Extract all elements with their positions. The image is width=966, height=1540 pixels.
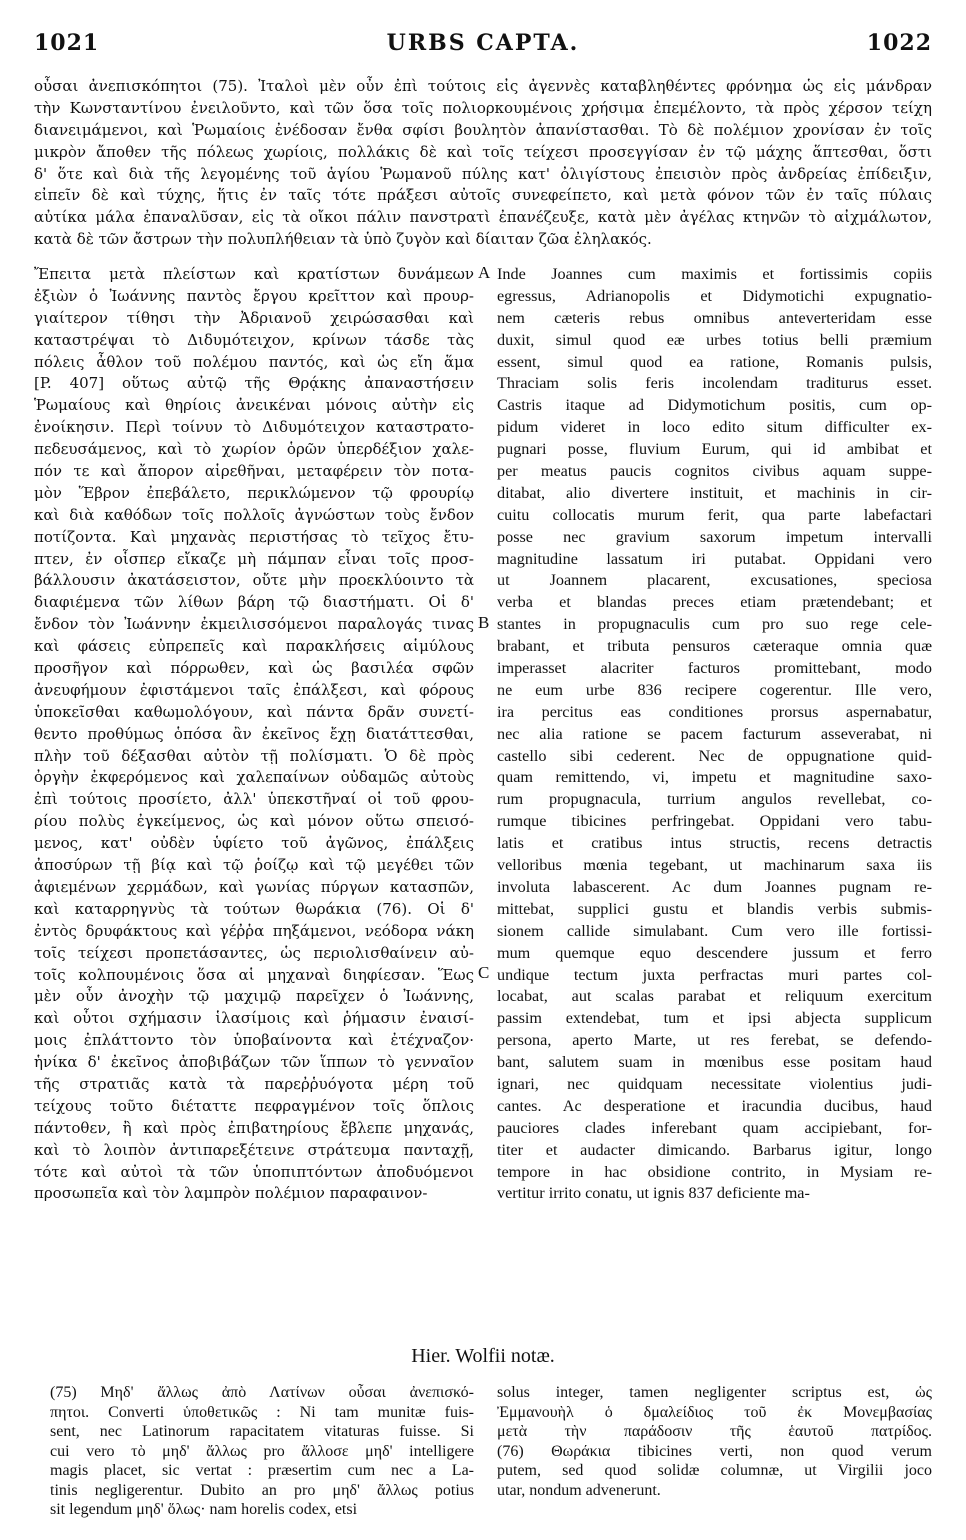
text-line: εἰπεῖν δὲ καὶ τύχης, ἥτις ἐν ταῖς τότε πράξεσι αὐτοῖς συνεφείπετο, καὶ μετὰ φόνον τῶν ἐν ταῖς πύλαις xyxy=(34,186,932,205)
note-line: πητοι. Converti ὑποθετικῶς : Ni tam munitæ fuis- xyxy=(50,1403,474,1421)
greek-line: πτεν, ἐν οἷσπερ εἴκαζε μὴ πάμπαν εἶναι τοῖς προσ- xyxy=(34,549,474,568)
greek-line: ἐπὶ τούτοις προσίετο, ἀλλ' ὑπεκστῆναί οἱ τοῦ φρου- xyxy=(34,790,474,809)
latin-line: egressus, Adrianopolis et Didymotichi expugnatio- xyxy=(497,286,932,305)
latin-line: stantes in propugnaculis cum pro suo rege cele- xyxy=(497,615,932,634)
greek-line: ὀργὴν ἐκφερόμενος καὶ χαλεπαίνων οὐδαμῶς αὐτοὺς xyxy=(34,768,474,787)
greek-line: ἡνίκα δ' ἐκεῖνος ἀποβιβάζων τῶν ἵππων τὸ γενναῖον xyxy=(34,1053,474,1072)
greek-line: τοῖς κολπουμένοις ὅσα αἱ μηχαναὶ διηφίεσαν. Ἕως xyxy=(34,965,474,984)
latin-line: rum propugnacula, turrium angulos revellebat, co- xyxy=(497,790,932,809)
greek-line: ἀνευφήμουν ἐφιστάμενοι ταῖς ἐπάλξεσι, καὶ φόρους xyxy=(34,680,474,699)
note-line: (76) Θωράκια tibicines verti, non quod verum xyxy=(497,1442,932,1460)
greek-line: ἐνοίκησιν. Περὶ τοίνυν τὸ Διδυμότειχον καταστρατο- xyxy=(34,418,474,437)
note-line: putem, sed quod solidæ columnæ, ut Virgilii joco xyxy=(497,1462,932,1479)
latin-line: nec alia ratione se pacem facturum asseverabat, ni xyxy=(497,724,932,743)
greek-line: ἀφιεμένων χερμάδων, καὶ γωνίας πύργων κατασπῶν, xyxy=(34,877,474,896)
latin-line: ignari, nec quidquam necessitate violentius judi- xyxy=(497,1074,932,1093)
latin-line: cantes. Ac desperatione et iracundia ducibus, haud xyxy=(497,1096,932,1115)
latin-line: Inde Joannes cum maximis et fortissimis copiis xyxy=(497,265,932,283)
note-line: Ἐμμανουὴλ ὁ δμαλείδιος τοῦ ἐκ Μονεμβασίας xyxy=(497,1403,932,1421)
margin-letter-c: C xyxy=(478,963,490,982)
note-line: cui vero τὸ μηδ' ἄλλως pro ἄλλοσε μηδ' intelligere xyxy=(50,1442,474,1460)
latin-line: duxit, simul quod eæ urbes totius belli præmium xyxy=(497,330,932,349)
greek-line: καταστρέψαι τὸ Διδυμότειχον, κρίνων τάσδε τὰς xyxy=(34,330,474,349)
note-line: tinis negligerentur. Dubito an pro μηδ' ἄλλως potius xyxy=(50,1481,474,1499)
latin-line: magnitudine lassatum iri putabat. Oppidani vero xyxy=(497,549,932,568)
latin-line: tempore in hac obsidione contrito, in Mysiam re- xyxy=(497,1162,932,1181)
greek-line: ἐξιὼν ὁ Ἰωάννης παντὸς ἔργου κρεῖττον καὶ προυρ- xyxy=(34,286,474,305)
greek-line: βάλλουσιν ἀκατάσειστον, οὔτε μὴν προεκλύοιντο τὰ xyxy=(34,571,474,590)
greek-line: τῆς στρατιᾶς κατὰ τὰ παρεῤῥυόγοτα μέρη τοῦ xyxy=(34,1074,474,1093)
latin-line: cuitu collocatis murum ferit, qua parte labefactari xyxy=(497,505,932,524)
page-number-left: 1021 xyxy=(34,30,100,56)
greek-line: πάντοθεν, ἢ καὶ πρὸς ἐπιβατηρίους ἔβλεπε μηχανάς, xyxy=(34,1118,474,1137)
latin-line: involuta labascerent. Ac dum Joannes pugnam re- xyxy=(497,877,932,896)
latin-line: brabant, et tributa pensuros cæteraque omnia quæ xyxy=(497,637,932,656)
text-line: αὐτίκα μάλα ἐπαναλῦσαν, εἰς τὰ οἴκοι πάλιν πανστρατὶ ἐπανέζευξε, κατὰ μὲν ἀγέλας κτηνῶν τὸ αἰχμάλωτον, xyxy=(34,208,932,227)
greek-line: γιαίτερον τίθησι τὴν Ἀδριανοῦ χειρώσασθαι καὶ xyxy=(34,308,474,327)
latin-line: vertitur irrito conatu, ut ignis 837 deficiente ma- xyxy=(497,1184,810,1203)
greek-line: πόλεις ἆθλον τοῦ πολέμου παντός, καὶ ὡς εἴη ἅμα xyxy=(34,352,474,371)
greek-line: πόν τε καὶ ἄπορον αἱρεθῆναι, μεταφέρειν τὸν ποτα- xyxy=(34,462,474,481)
text-line: δ' ὅτε καὶ διὰ τῆς λεγομένης τοῦ ἁγίου Ῥωμανοῦ πύλης κατ' ὀλιγίστους ἐπεισιὸν πρὸς ἀνδρείας ἐπίδειξιν, xyxy=(34,164,932,183)
latin-column xyxy=(497,264,932,1205)
greek-line: καὶ οὗτοι σχήμασιν ἱλασίμοις καὶ ῥήμασιν ἐναισί- xyxy=(34,1009,474,1028)
greek-line: μὸν Ἕβρον ἐπεβάλετο, περικλώμενον τῷ φρουρίῳ xyxy=(34,483,474,502)
greek-line: μενος, κατ' οὐδὲν ὑφίετο τοῦ ἀγῶνος, ἐπάλξεις xyxy=(34,834,474,853)
page-number-right: 1022 xyxy=(866,30,932,56)
latin-line: nem cæteris rebus omnibus anteverteridam esse xyxy=(497,308,932,327)
latin-line: latis et cratibus intus structis, recens detractis xyxy=(497,834,932,853)
latin-line: ne eum urbe 836 recipere cogerentur. Ille vero, xyxy=(497,680,932,699)
greek-line: ρίου πολὺς ἐγκείμενος, ὡς καὶ μόνον οὕτω σπεισό- xyxy=(34,812,474,831)
greek-line: [P. 407] οὕτως αὐτῷ τῆς Θρᾴκης ἀπαναστήσειν xyxy=(34,374,474,393)
latin-line: locabat, aut scalas parabat et reliquum exercitum xyxy=(497,987,932,1006)
latin-line: verba et blandas preces etiam prætendebant; et xyxy=(497,593,932,612)
latin-line: Thraciam solis feris incolendam traditurus esset. xyxy=(497,374,932,393)
note-line: (75) Μηδ' ἄλλως ἀπὸ Λατίνων οὖσαι ἀνεπισκό- xyxy=(50,1384,474,1401)
latin-line: quam remittendo, vi, impetu et magnitudine saxo- xyxy=(497,768,932,787)
latin-line: bant, salutem suam in mœnibus esse positam haud xyxy=(497,1053,932,1072)
latin-line: pugnari posse, fluvium Eurum, qui id ambibat et xyxy=(497,440,932,459)
latin-line: castello sibi cederent. Nec de oppugnatione quid- xyxy=(497,746,932,765)
latin-line: Castris itaque ad Didymotichum positis, cum op- xyxy=(497,396,932,415)
notes-heading: Hier. Wolfii notæ. xyxy=(411,1345,555,1367)
latin-line: ditabat, alio divertere instituit, et machinis in cir- xyxy=(497,483,932,502)
margin-letter-b: B xyxy=(478,613,490,632)
greek-line: προσωπεῖα καὶ τὸν λαμπρὸν πολέμιον παραφαινον- xyxy=(34,1184,428,1203)
latin-line: ira percitus eas conditiones prorsus aspernabatur, xyxy=(497,702,932,721)
greek-line: ὑποκεῖσθαι καθωμολόγουν, καὶ πάντα δρᾶν συνετί- xyxy=(34,702,474,721)
greek-line: ἀποσύρων τῇ βίᾳ καὶ τῷ ῥοίζῳ καὶ τῷ μεγέθει τῶν xyxy=(34,856,474,875)
greek-line: καὶ φάσεις εὐπρεπεῖς καὶ παρακλήσεις αἱμύλους xyxy=(34,637,474,656)
running-header xyxy=(34,30,932,64)
greek-line: πεδευσάμενος, καὶ τὸ χωρίον ὁρῶν ὑπερδέξιον χαλε- xyxy=(34,440,474,459)
greek-line: ἐντὸς δρυφάκτους καὶ γέῤῥα πηξάμενοι, νεόδορα νάκη xyxy=(34,921,474,940)
latin-line: passim extendebat, tum et ipsi abjecta supplicum xyxy=(497,1009,932,1028)
greek-line: Ἔπειτα μετὰ πλείστων καὶ κρατίστων δυνάμεων xyxy=(34,265,474,283)
greek-line: Ῥωμαίους καὶ θηρίοις ἀνεικέναι μόνοις αὐτὴν εἰς xyxy=(34,396,474,415)
note-line: magis placet, sic vertat : præsertim cum nec a La- xyxy=(50,1462,474,1479)
greek-line: καὶ διὰ καθόδων τοῖς πολλοῖς ἀγνώστων τοὺς ἔνδον xyxy=(34,505,474,524)
margin-letter-a: A xyxy=(478,263,491,282)
latin-line: imperasset alacriter facturos promittebant, modo xyxy=(497,659,932,678)
latin-line: mittebat, supplici gustu et blandis verbis submis- xyxy=(497,899,932,918)
full-width-greek-text xyxy=(34,76,932,251)
note-line: sit legendum μηδ' ὅλως· nam horelis codex, etsi xyxy=(50,1501,358,1518)
greek-line: τείχους τοῦτο διέταττε πεφραγμένον τοῖς ὅπλοις xyxy=(34,1096,474,1115)
greek-line: ποτίζοντα. Καὶ μηχανὰς περιστήσας τὸ τεῖχος ἔτυ- xyxy=(34,527,474,546)
latin-line: pauciores clades inferebant quam accipiebant, for- xyxy=(497,1118,932,1137)
latin-line: pidum videret in loco edito situm difficulter ex- xyxy=(497,418,932,437)
note-line: utar, nondum advenerunt. xyxy=(497,1481,661,1499)
notes-left-column xyxy=(50,1383,474,1520)
greek-line: ἔνδον τὸν Ἰωάννην ἐκμειλισσόμενοι παραλογάς τινας xyxy=(34,615,474,634)
note-line: solus integer, tamen negligenter scriptus est, ὡς xyxy=(497,1384,932,1401)
text-line: μικρὸν ἄποθεν τῆς πόλεως χωρίοις, πολλάκις δὲ καὶ τοῖς τείχεσι προσεγγίσαν ἐν τῷ μάχης ἅπτεσθαι, ὅστι xyxy=(34,142,932,161)
latin-line: velloribus mœnia tegebant, ut machinarum saxa iis xyxy=(497,856,932,875)
greek-line: καὶ τὸ λοιπὸν ἀντιπαρεξέτεινε στράτευμα πανταχῇ, xyxy=(34,1140,474,1159)
latin-line: persona, aperto Marte, ut res ferebat, se defendo- xyxy=(497,1031,932,1050)
text-line: οὖσαι ἀνεπισκόπητοι (75). Ἰταλοὶ μὲν οὖν ἐπὶ τούτοις εἰς ἀγεννὲς καταβληθέντες φρόνημα ὡς εἰς μάνδραν xyxy=(34,77,932,95)
text-line: κατὰ δὲ τῶν ἄστρων τὴν πολυπλήθειαν τὰ ὑπὸ ζυγὸν καὶ δίαιταν ζῶα ἐληλακός. xyxy=(34,230,652,249)
greek-line: μὲν οὖν ἀνοχὴν τῷ μαχιμῷ παρεῖχεν ὁ Ἰωάννης, xyxy=(34,987,474,1006)
text-line: τὴν Κωνσταντίνου ἐνειλοῦντο, καὶ τῶν ὅσα τοῖς πολιορκουμένοις χρήσιμα ἐπεμέλοντο, τὰ πρὸς χέρσον τείχη xyxy=(34,98,932,117)
running-title: URBS CAPTA. xyxy=(386,30,580,56)
greek-line: διαφιέμενα τῶν λίθων βάρη τῷ διαστήματι. Οἱ δ' xyxy=(34,593,474,612)
greek-column xyxy=(34,264,474,1205)
greek-line: τότε καὶ αὐτοὶ τὰ τῶν ὑποπιπτόντων ἀποδυόμενοι xyxy=(34,1162,474,1181)
greek-line: μοις ἐπλάττοντο τὸν ὑποβαίνοντα καὶ ἐτέχναζον· xyxy=(34,1031,474,1050)
latin-line: rumque tibicines perfringebat. Oppidani vero tabu- xyxy=(497,812,932,831)
latin-line: per meatus paucis cognitos civibus aquam suppe- xyxy=(497,462,932,481)
text-line: διανειμάμενοι, καὶ Ῥωμαίοις ἐνέδοσαν ἔνθα σφίσι βουλητὸν ἀπανίστασθαι. Τὸ δὲ πολέμιον χρονίσαν ἐν τοῖς xyxy=(34,120,932,139)
notes-right-column xyxy=(497,1383,932,1500)
latin-line: undique tectum juxta perfractas muri partes col- xyxy=(497,965,932,984)
greek-line: καὶ καταρρηγνὺς τὰ τούτων θωράκια (76). Οἱ δ' xyxy=(34,899,474,918)
greek-line: προσῆγον καὶ πόρρωθεν, καὶ ὡς βασιλέα σφῶν xyxy=(34,659,474,678)
latin-line: essent, simul quod ea ratione, Romanis pulsis, xyxy=(497,352,932,371)
latin-line: mum quemque equo descendere jussum et ferro xyxy=(497,943,932,962)
greek-line: τοῖς τείχεσι προπετάσαντες, ὡς περιολισθαίνειν αὐ- xyxy=(34,943,474,962)
latin-line: titer et audacter dimicando. Barbarus igitur, longo xyxy=(497,1140,932,1159)
latin-line: posse nec gravium saxorum impetum intervalli xyxy=(497,527,932,546)
greek-line: θεντο προθύμως ὁπόσα ἂν ἐκεῖνος ἔχῃ διατάττεσθαι, xyxy=(34,724,474,743)
note-line: sent, nec Latinorum rapacitatem vitaturas fuisse. Si xyxy=(50,1423,474,1440)
greek-line: πλὴν τοῦ δέξασθαι αὐτὸν τῇ πολίσματι. Ὁ δὲ πρὸς xyxy=(34,746,474,765)
latin-line: sionem callide simulabant. Cum vero ille fortissi- xyxy=(497,921,932,940)
note-line: μετὰ τὴν παράδοσιν τῆς ἑαυτοῦ πατρίδος. xyxy=(497,1423,932,1440)
latin-line: ut Joannem placarent, excusationes, speciosa xyxy=(497,571,932,590)
